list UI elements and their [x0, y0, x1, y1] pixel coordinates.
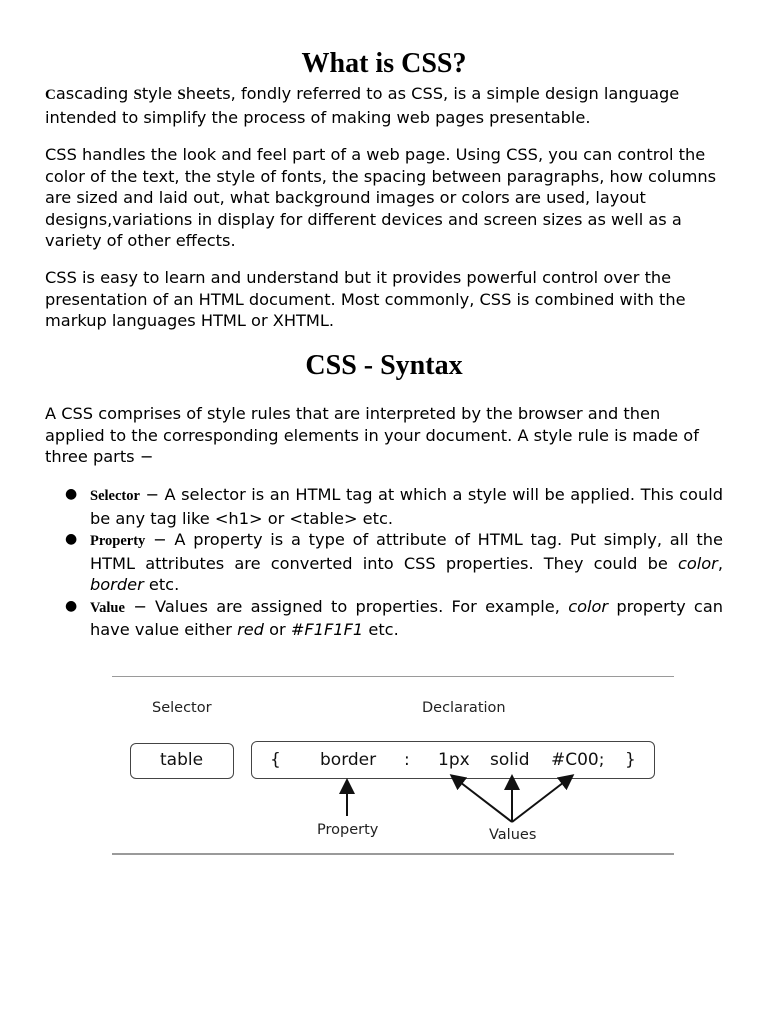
bullet-icon: ●	[65, 486, 78, 502]
initial-s1: S	[133, 87, 142, 103]
label-values: Values	[489, 827, 537, 843]
intro-text-2: tyle	[141, 84, 178, 103]
paragraph-easy-to-learn: CSS is easy to learn and understand but it provides powerful control over the presentation of an HTML document. Most commonly, CSS is combined with the markup languages HTML or XHTML.	[45, 268, 686, 330]
selector-token: table	[160, 750, 204, 770]
initial-c: C	[45, 87, 56, 103]
list-item-selector	[45, 484, 723, 529]
value-example-red: red	[237, 620, 264, 639]
property-token: border	[320, 750, 377, 770]
list-item-property	[45, 529, 723, 596]
intro-paragraph	[45, 83, 725, 128]
bullet-icon: ●	[65, 597, 78, 614]
term-value: Value	[90, 599, 125, 616]
close-brace-token: }	[625, 750, 636, 770]
value-example-color: color	[568, 596, 609, 616]
label-declaration: Declaration	[422, 700, 506, 716]
paragraph-style-rules: A CSS comprises of style rules that are interpreted by the browser and then applied to the corresponding elements in your document. A style rule is made of three parts −	[45, 404, 699, 466]
heading-css-syntax: CSS - Syntax	[305, 350, 463, 381]
term-selector: Selector	[90, 488, 140, 504]
values-arrow-1px	[456, 779, 512, 822]
values-arrow-color	[512, 779, 568, 822]
property-example-border: border	[90, 575, 144, 594]
diagram-arrows	[112, 676, 674, 856]
intro-text-3: heets, fondly referred to as CSS, is a simple design language intended to simplify the process of making web pages presentable.	[45, 84, 680, 127]
property-description-b: ,	[717, 553, 723, 573]
list-item-value	[45, 596, 723, 641]
intro-text-1: ascading	[55, 84, 134, 103]
value-example-hex: #F1F1F1	[290, 620, 364, 639]
label-selector: Selector	[152, 700, 212, 716]
initial-s2: S	[177, 87, 186, 103]
value-description-d: etc.	[363, 620, 399, 639]
colon-token: :	[404, 750, 410, 770]
paragraph-look-and-feel: CSS handles the look and feel part of a web page. Using CSS, you can control the color of the text, the style of fonts, the spacing between paragraphs, how columns are sized and laid out, what background images or colors are used, layout designs,variations in display for different devices and screen sizes as well as a variety of other effects.	[45, 145, 717, 250]
term-property: Property	[90, 533, 146, 549]
open-brace-token: {	[270, 750, 281, 770]
property-example-color: color	[677, 553, 718, 573]
css-syntax-diagram	[112, 676, 674, 856]
style-rule-parts-list	[45, 484, 723, 641]
label-property: Property	[317, 822, 379, 838]
value-description-b: property can have value either	[90, 596, 724, 639]
value-token-solid: solid	[490, 750, 530, 770]
property-description-a: − A property is a type of attribute of HTML tag. Put simply, all the HTML attributes are converted into CSS properties. They could be	[90, 530, 723, 573]
heading-what-is-css: What is CSS?	[301, 48, 467, 79]
value-token-1px: 1px	[438, 750, 470, 770]
selector-description: − A selector is an HTML tag at which a style will be applied. This could be any tag like <h1> or <table> etc.	[90, 485, 723, 528]
value-description-a: − Values are assigned to properties. For example,	[124, 596, 569, 616]
property-description-c: etc.	[143, 575, 180, 594]
value-description-c: or	[263, 620, 291, 639]
value-token-color: #C00;	[551, 750, 605, 770]
bullet-icon: ●	[65, 531, 78, 547]
